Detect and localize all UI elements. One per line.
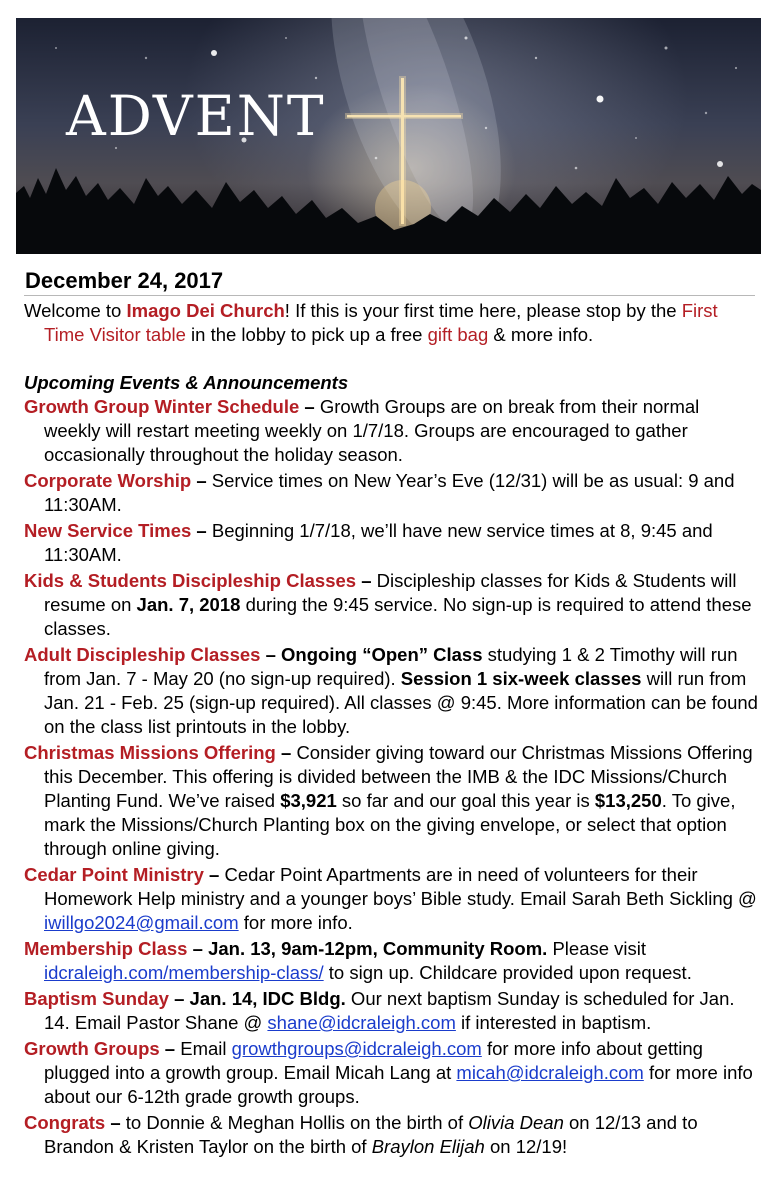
announcement-title: Baptism Sunday [24, 988, 169, 1009]
visitor-table-text: First Time Visitor table [44, 300, 718, 345]
announcement-title: Adult Discipleship Classes [24, 644, 261, 665]
divider [24, 295, 755, 296]
announcement-cedar-point: Cedar Point Ministry – Cedar Point Apartments are in need of volunteers for their Homework Help ministry and a younger boys’ Bible study. Email Sarah Beth Sickling @ iwillgo2024@gmail.com for more info. [24, 864, 757, 933]
announcement-membership-class: Membership Class – Jan. 13, 9am-12pm, Community Room. Please visit idcraleigh.com/membership-class/ to sign up. Childcare provided upon request. [24, 938, 692, 983]
banner-title: ADVENT [66, 84, 326, 148]
announcement-new-service-times: New Service Times – Beginning 1/7/18, we’ll have new service times at 8, 9:45 and 11:30AM. [24, 520, 713, 565]
announcement-title: Christmas Missions Offering [24, 742, 276, 763]
announcement-title: Cedar Point Ministry [24, 864, 204, 885]
membership-class-link[interactable]: idcraleigh.com/membership-class/ [44, 962, 324, 983]
announcement-kids-students-classes: Kids & Students Discipleship Classes – Discipleship classes for Kids & Students will resume on Jan. 7, 2018 during the 9:45 service. No sign-up is required to attend these classes. [24, 570, 752, 639]
welcome-text: Welcome to [24, 300, 127, 321]
announcement-growth-groups: Growth Groups – Email growthgroups@idcraleigh.com for more info about getting plugged into a growth group. Email Micah Lang at micah@idcraleigh.com for more info about our 6-12th grade growth groups. [24, 1038, 753, 1107]
section-heading: Upcoming Events & Announcements [24, 372, 349, 393]
email-link[interactable]: growthgroups@idcraleigh.com [231, 1038, 482, 1059]
announcement-christmas-missions: Christmas Missions Offering – Consider giving toward our Christmas Missions Offering this December. This offering is divided between the IMB & the IDC Missions/Church Planting Fund. We’ve raised $3,921 so far and our goal this year is $13,250. To give, mark the Missions/Church Planting box on the giving envelope, or select that option through online giving. [24, 742, 753, 859]
announcement-corporate-worship: Corporate Worship – Service times on New Year’s Eve (12/31) will be as usual: 9 and 11:30AM. [24, 470, 735, 515]
announcement-baptism-sunday: Baptism Sunday – Jan. 14, IDC Bldg. Our next baptism Sunday is scheduled for Jan. 14. Email Pastor Shane @ shane@idcraleigh.com if interested in baptism. [24, 988, 735, 1033]
email-link[interactable]: iwillgo2024@gmail.com [44, 912, 239, 933]
announcement-title: Membership Class [24, 938, 188, 959]
advent-banner [16, 18, 761, 254]
announcement-adult-discipleship: Adult Discipleship Classes – Ongoing “Open” Class studying 1 & 2 Timothy will run from Jan. 7 - May 20 (no sign-up required). Session 1 six-week classes will run from Jan. 21 - Feb. 25 (sign-up required). All classes @ 9:45. More information can be found on the class list printouts in the lobby. [24, 644, 758, 737]
bulletin-date: December 24, 2017 [25, 268, 224, 293]
announcement-title: New Service Times [24, 520, 192, 541]
gift-bag-text: gift bag [427, 324, 489, 345]
welcome-message [24, 299, 759, 347]
email-link[interactable]: shane@idcraleigh.com [267, 1012, 456, 1033]
bulletin-content [24, 299, 759, 1161]
welcome-text: in the lobby to pick up a free [185, 324, 428, 345]
announcement-title: Kids & Students Discipleship Classes [24, 570, 357, 591]
announcement-title: Corporate Worship [24, 470, 192, 491]
announcement-title: Growth Groups [24, 1038, 160, 1059]
welcome-text: & more info. [488, 324, 594, 345]
email-link[interactable]: micah@idcraleigh.com [456, 1062, 644, 1083]
announcement-growth-group-schedule: Growth Group Winter Schedule – Growth Groups are on break from their normal weekly will restart meeting weekly on 1/7/18. Groups are encouraged to gather occasionally throughout the holiday season. [24, 396, 700, 465]
church-name: Imago Dei Church [126, 300, 285, 321]
announcement-title: Growth Group Winter Schedule [24, 396, 300, 417]
announcement-title: Congrats [24, 1112, 106, 1133]
announcement-congrats: Congrats – to Donnie & Meghan Hollis on the birth of Olivia Dean on 12/13 and to Brandon & Kristen Taylor on the birth of Braylon Elijah on 12/19! [24, 1112, 698, 1157]
welcome-text: ! If this is your first time here, please stop by the [284, 300, 682, 321]
